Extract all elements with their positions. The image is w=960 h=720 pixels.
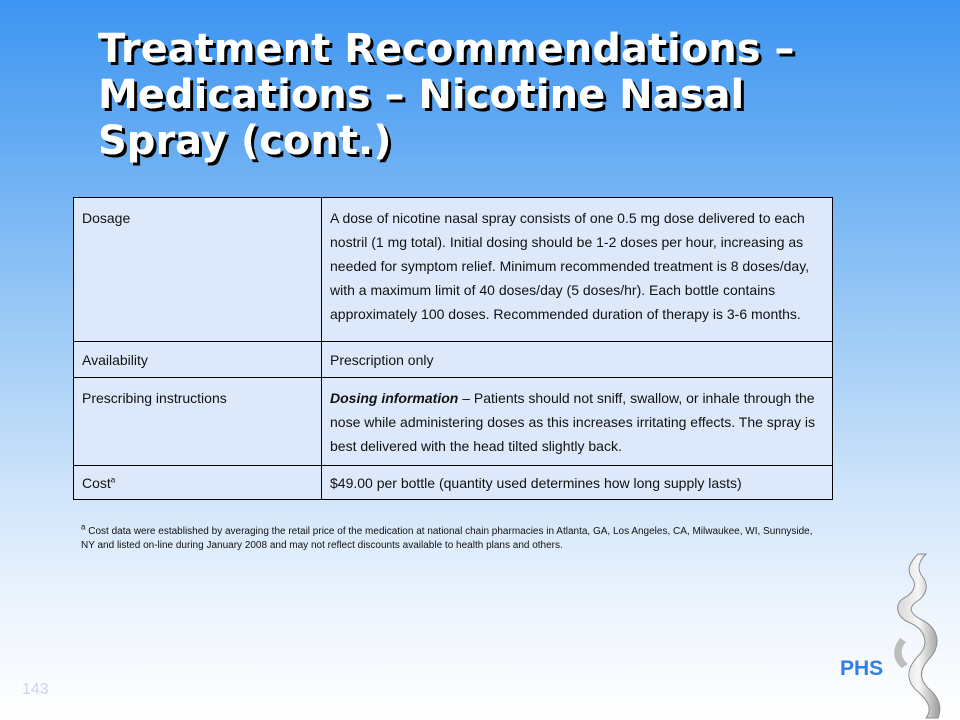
- phs-logo-text: PHS: [840, 657, 884, 680]
- footnote-text: Cost data were established by averaging the retail price of the medication at national chain pharmacies in Atlanta, GA, Los Angeles, CA, Milwaukee, WI, Sunnyside, NY and listed on-line during January 2008 and may not reflect discounts available to health plans and others.: [81, 526, 813, 551]
- footnote-marker: a: [81, 522, 86, 532]
- prescribing-label: Prescribing instructions: [74, 378, 322, 466]
- prescribing-cell: [322, 378, 833, 466]
- table-row-cost: [74, 466, 833, 500]
- slide-title-line-1: Treatment Recommendations –: [98, 26, 795, 72]
- cost-label-cell: [74, 466, 322, 500]
- phs-swirl-logo-icon: [880, 548, 960, 720]
- cost-label: Cost: [82, 475, 111, 491]
- footnote: [81, 522, 821, 553]
- slide-title: [98, 26, 898, 164]
- table-row-availability: [74, 342, 833, 378]
- table-row-dosage: [74, 198, 833, 342]
- slide-title-line-3: Spray (cont.): [98, 118, 392, 164]
- table-row-prescribing: [74, 378, 833, 466]
- nasal-spray-info-table: [73, 197, 833, 500]
- cost-value: $49.00 per bottle (quantity used determines how long supply lasts): [322, 466, 833, 500]
- prescribing-lead: Dosing information: [330, 390, 459, 406]
- page-number: 143: [22, 681, 49, 698]
- prescribing-value: Patients should not sniff, swallow, or inhale through the nose while administering doses as this increases irritating effects. The spray is best delivered with the head tilted slightly back.: [330, 390, 816, 454]
- availability-value: Prescription only: [322, 342, 833, 378]
- availability-label: Availability: [74, 342, 322, 378]
- cost-superscript: a: [110, 475, 116, 485]
- dosage-value: A dose of nicotine nasal spray consists of one 0.5 mg dose delivered to each nostril (1 mg total). Initial dosing should be 1-2 doses per hour, increasing as needed for symptom relief. Minimum recommended treatment is 8 doses/day, with a maximum limit of 40 doses/day (5 doses/hr). Each bottle contains approximately 100 doses. Recommended duration of therapy is 3-6 months.: [322, 198, 833, 342]
- dosage-label: Dosage: [74, 198, 322, 342]
- slide-title-line-2: Medications – Nicotine Nasal: [98, 72, 745, 118]
- prescribing-dash: –: [458, 390, 474, 406]
